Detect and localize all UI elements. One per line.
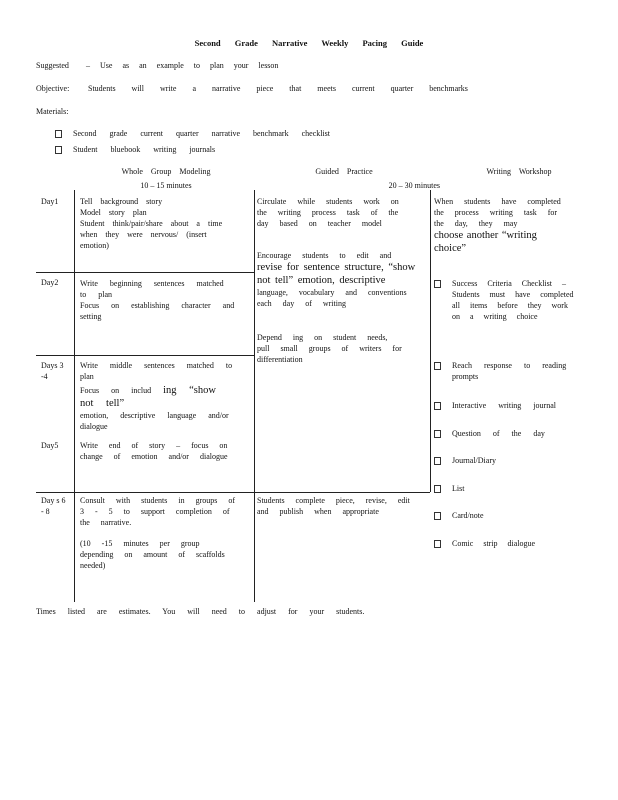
objective-text: Students will write a narrative piece that meets current quarter benchmarks [88, 84, 468, 93]
checkbox-bullet-icon [434, 457, 441, 465]
column-header-guided: Guided Practice [315, 167, 373, 176]
table-line [36, 492, 430, 493]
cell-text: Write middle sentences matched to plan [80, 361, 233, 381]
whole-group-days-3-4 [80, 360, 240, 432]
table-line [36, 272, 254, 273]
day-label: Day5 [41, 441, 59, 450]
workshop-item: Question of the day [452, 429, 545, 438]
whole-group-day1 [80, 196, 240, 251]
whole-group-days-6-8 [80, 495, 242, 571]
cell-text: ing “show not tell” [80, 385, 216, 409]
column-time-guided: 20 – 30 minutes [388, 181, 440, 190]
day-label: Days 3 -4 [41, 361, 64, 381]
materials-label: Materials: [36, 107, 69, 116]
workshop-intro [434, 196, 570, 255]
checkbox-bullet-icon [55, 146, 62, 154]
guided-small-groups: Depend ing on student needs, pull small groups of writers for differentiation [257, 333, 402, 364]
cell-text: revise for sentence structure, “show not tell” emotion, descriptive [257, 262, 416, 286]
cell-text: Encourage students to edit and [257, 251, 392, 260]
whole-group-day2 [80, 278, 238, 322]
cell-text: Model story plan [80, 208, 147, 217]
materials-item: Second grade current quarter narrative benchmark checklist [73, 129, 331, 138]
cell-text: choose another “writing choice” [434, 230, 537, 254]
table-line [36, 355, 254, 356]
guided-circulate: Circulate while students work on the writing process task of the day based on teacher model [257, 197, 399, 228]
workshop-item: List [452, 484, 465, 493]
guided-complete: Students complete piece, revise, edit and publish when appropriate [257, 496, 410, 516]
checkbox-bullet-icon [434, 402, 441, 410]
objective-label: Objective: [36, 84, 70, 93]
workshop-item: Success Criteria Checklist – Students must have completed all items before they work on a writing choice [452, 279, 574, 321]
suggested-label: Suggested [36, 61, 69, 70]
page-title: Second Grade Narrative Weekly Pacing Guide [194, 38, 424, 48]
cell-text: Consult with students in groups of 3 - 5 to support completion of the narrative. [80, 496, 236, 527]
workshop-item: Reach response to reading prompts [452, 361, 567, 381]
cell-text: Student think/pair/share about a time when they were nervous/ (insert emotion) [80, 219, 223, 250]
column-header-workshop: Writing Workshop [486, 167, 552, 176]
column-time-whole-group: 10 – 15 minutes [140, 181, 192, 190]
cell-text: language, vocabulary and conventions each day of writing [257, 288, 407, 308]
checkbox-bullet-icon [55, 130, 62, 138]
cell-text: Focus on establishing character and setting [80, 301, 235, 321]
cell-text: Focus on includ [80, 386, 152, 395]
checkbox-bullet-icon [434, 280, 441, 288]
materials-item: Student bluebook writing journals [73, 145, 216, 154]
footer-note: Times listed are estimates. You will need to adjust for your students. [36, 607, 365, 616]
cell-text: emotion, descriptive language and/or dialogue [80, 411, 229, 431]
cell-text: Tell background story [80, 197, 163, 206]
checkbox-bullet-icon [434, 540, 441, 548]
column-header-whole-group: Whole Group Modeling [121, 167, 211, 176]
cell-text: (10 -15 minutes per group depending on amount of scaffolds needed) [80, 539, 225, 570]
workshop-item: Journal/Diary [452, 456, 496, 465]
table-line [430, 190, 431, 492]
guided-encourage [257, 250, 417, 309]
cell-text: Write beginning sentences matched to plan [80, 279, 224, 299]
suggested-text: – Use as an example to plan your lesson [86, 61, 279, 70]
cell-text: When students have completed the process writing task for the day, they may [434, 197, 561, 228]
table-line [254, 190, 255, 602]
whole-group-day5: Write end of story – focus on change of emotion and/or dialogue [80, 441, 228, 461]
table-line [74, 190, 75, 602]
checkbox-bullet-icon [434, 430, 441, 438]
checkbox-bullet-icon [434, 362, 441, 370]
checkbox-bullet-icon [434, 485, 441, 493]
day-label: Day1 [41, 197, 59, 206]
checkbox-bullet-icon [434, 512, 441, 520]
day-label: Day2 [41, 278, 59, 287]
workshop-item: Interactive writing journal [452, 401, 556, 410]
workshop-item: Comic strip dialogue [452, 539, 536, 548]
day-label: Day s 6 - 8 [41, 496, 66, 516]
workshop-item: Card/note [452, 511, 484, 520]
